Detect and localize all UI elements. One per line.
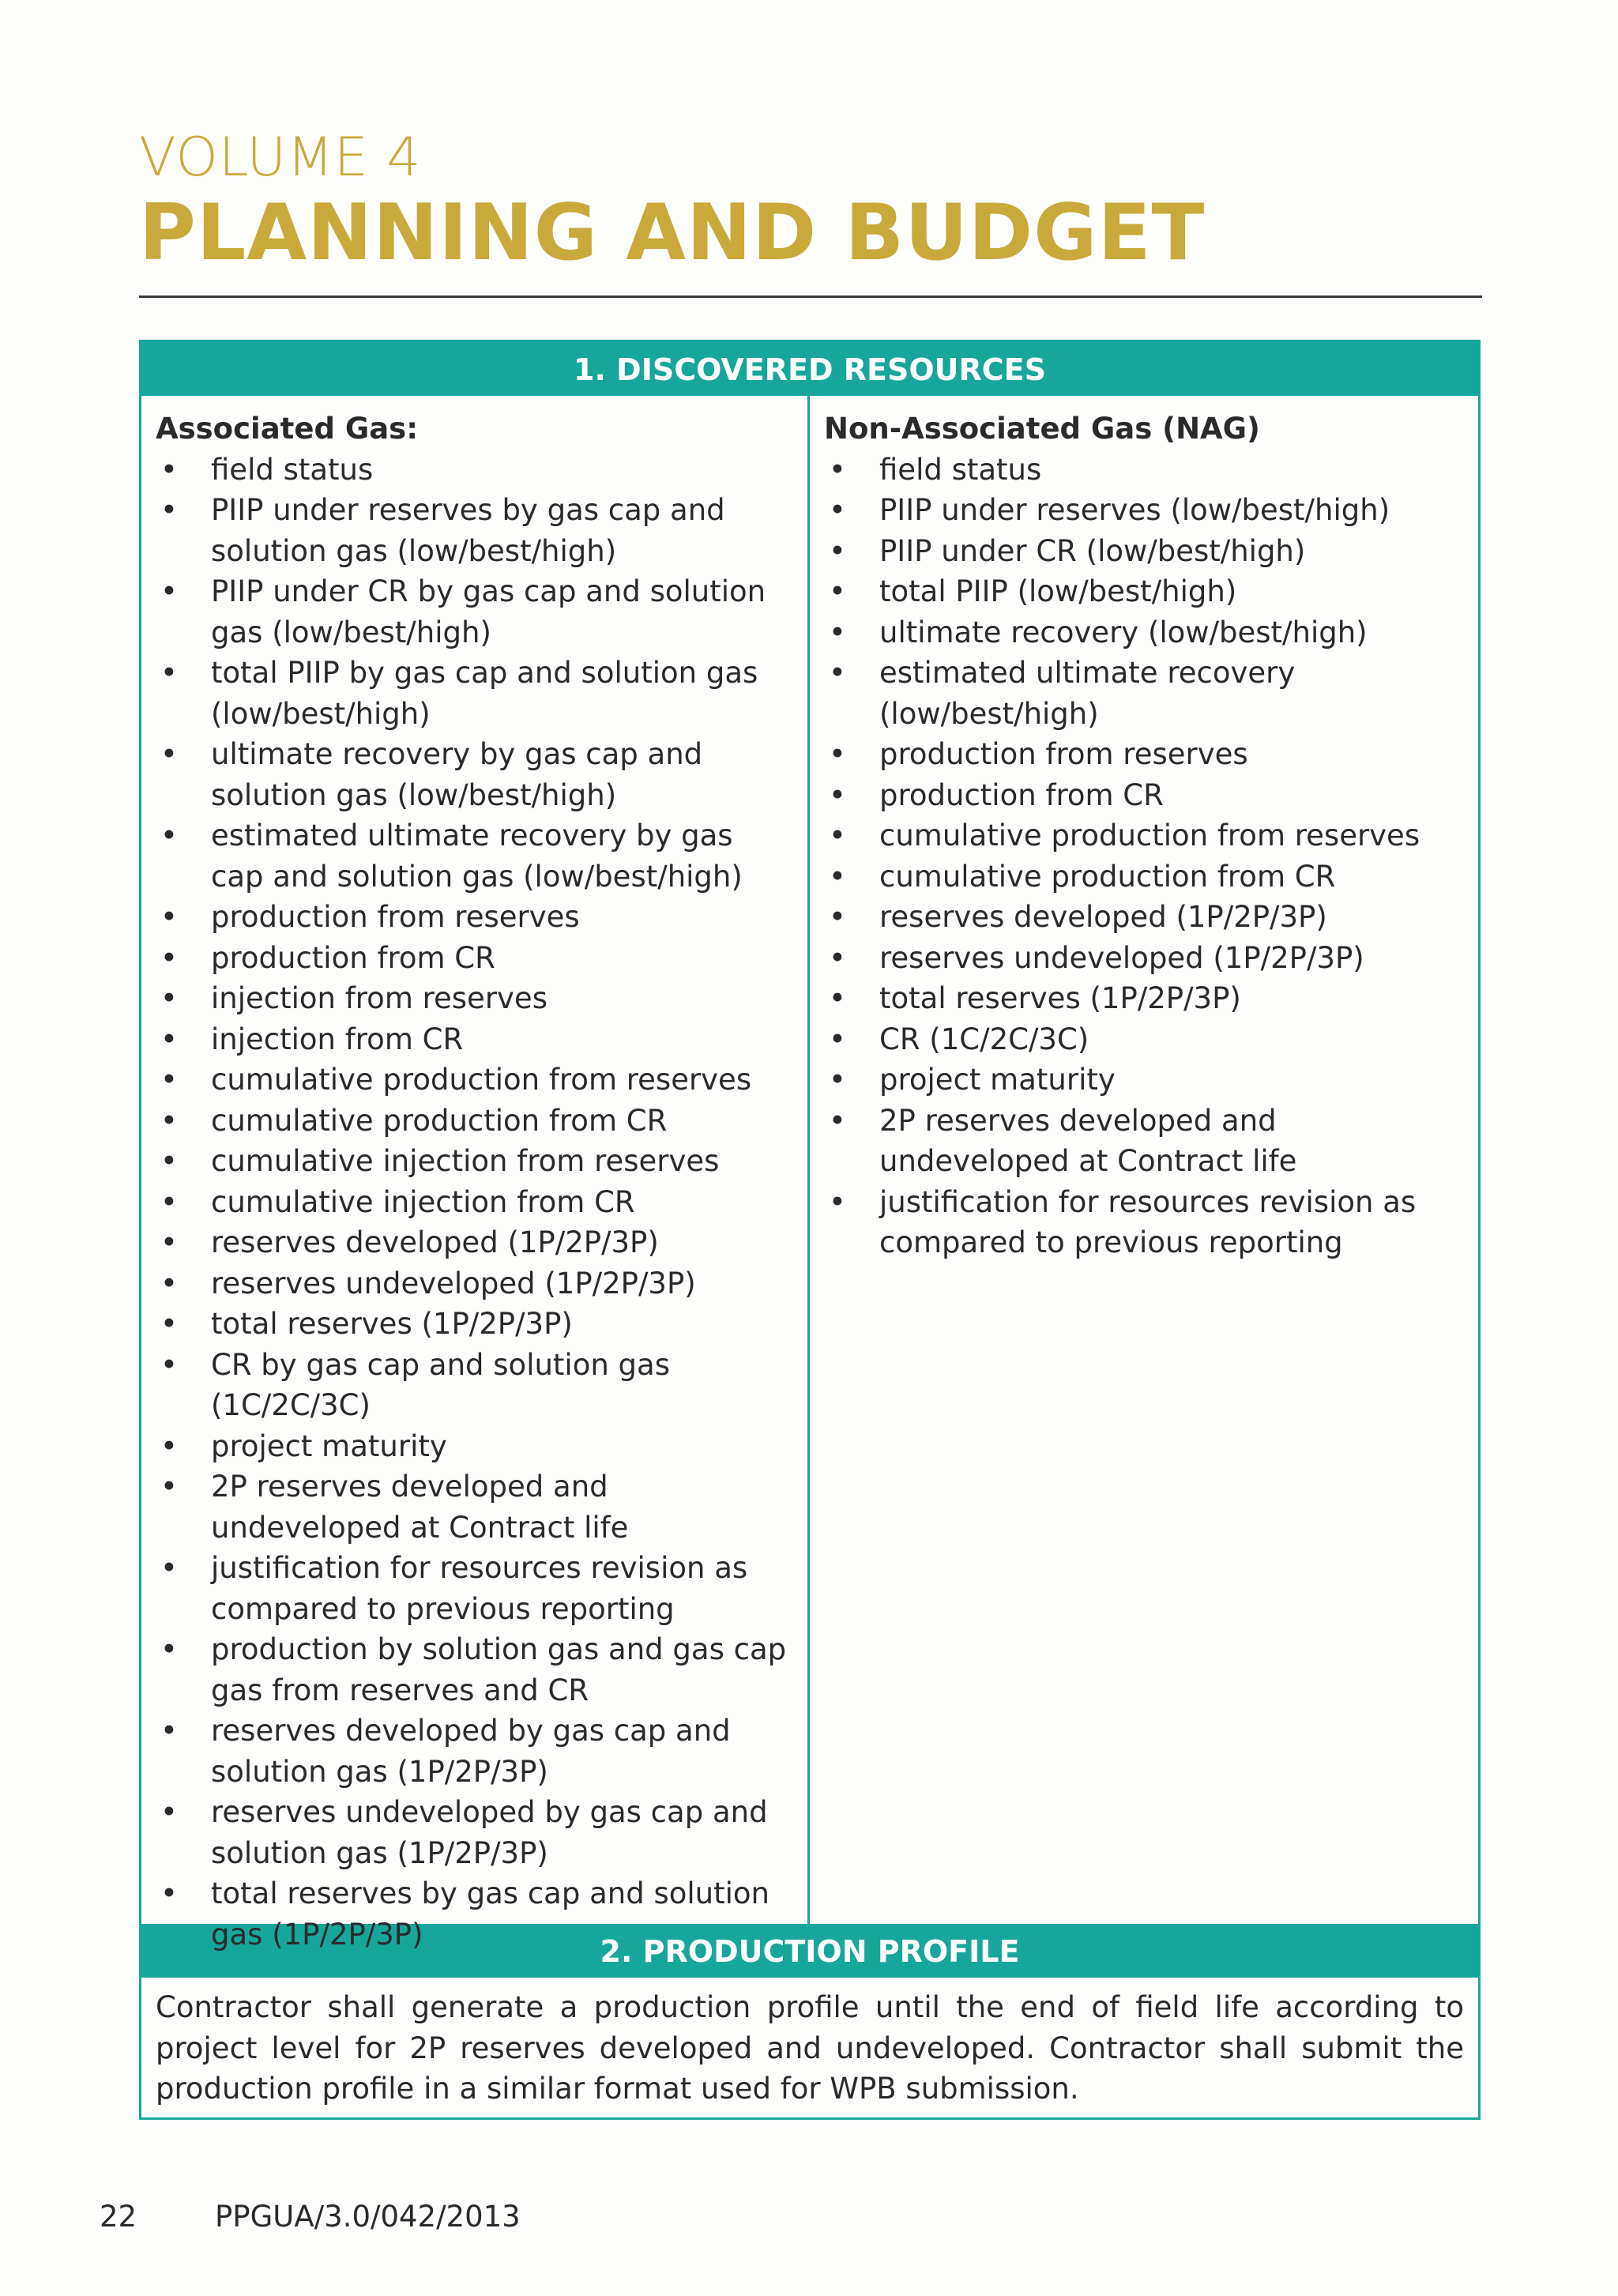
bullet-icon: •	[829, 777, 846, 812]
bullet-icon: •	[160, 819, 178, 853]
bullet-icon: •	[160, 1063, 178, 1097]
list-item-text: total PIIP by gas cap and solution gas (low/best/high)	[211, 656, 758, 731]
list-item-text: cumulative production from reserves	[211, 1063, 752, 1097]
bullet-icon: •	[160, 493, 178, 527]
associated-gas-column	[141, 396, 810, 1952]
list-item	[824, 978, 1464, 1019]
bullet-icon: •	[160, 1347, 178, 1382]
list-item	[824, 490, 1464, 531]
list-item	[824, 897, 1464, 938]
bullet-icon: •	[829, 493, 846, 527]
list-item	[824, 1019, 1464, 1060]
list-item	[156, 1792, 793, 1873]
list-item	[156, 1182, 793, 1223]
list-item	[824, 775, 1464, 816]
list-item	[156, 1019, 793, 1060]
list-item-text: cumulative production from CR	[211, 1103, 668, 1138]
volume-label: VOLUME 4	[139, 126, 422, 189]
list-item-text: ultimate recovery (low/best/high)	[879, 615, 1368, 649]
bullet-icon: •	[829, 1022, 846, 1056]
list-item-text: injection from reserves	[211, 981, 547, 1015]
bullet-icon: •	[160, 900, 178, 934]
bullet-icon: •	[829, 656, 846, 690]
list-item	[156, 450, 793, 491]
associated-gas-list	[156, 450, 793, 1955]
bullet-icon: •	[829, 1063, 846, 1097]
list-item-text: 2P reserves developed and undeveloped at Contract life	[879, 1103, 1297, 1178]
page-title: PLANNING AND BUDGET	[139, 188, 1206, 278]
bullet-icon: •	[160, 1714, 178, 1748]
bullet-icon: •	[160, 656, 178, 690]
bullet-icon: •	[160, 1022, 178, 1056]
list-item-text: CR by gas cap and solution gas (1C/2C/3C)	[211, 1347, 670, 1422]
bullet-icon: •	[160, 1103, 178, 1138]
list-item	[824, 856, 1464, 898]
bullet-icon: •	[160, 981, 178, 1015]
bullet-icon: •	[160, 1225, 178, 1259]
list-item-text: field status	[879, 452, 1042, 487]
list-item-text: injection from CR	[211, 1022, 464, 1056]
list-item-text: project maturity	[879, 1063, 1116, 1097]
bullet-icon: •	[829, 574, 846, 608]
list-item-text: production from CR	[879, 777, 1164, 812]
list-item-text: PIIP under CR (low/best/high)	[879, 533, 1306, 568]
list-item	[156, 1304, 793, 1345]
bullet-icon: •	[160, 1266, 178, 1300]
bullet-icon: •	[160, 1632, 178, 1666]
list-item	[824, 815, 1464, 856]
list-item	[156, 978, 793, 1019]
bullet-icon: •	[160, 1876, 178, 1910]
bullet-icon: •	[829, 859, 846, 894]
bullet-icon: •	[160, 940, 178, 975]
list-item-text: reserves undeveloped (1P/2P/3P)	[211, 1266, 696, 1300]
bullet-icon: •	[829, 940, 846, 975]
list-item-text: reserves undeveloped (1P/2P/3P)	[879, 940, 1364, 975]
bullet-icon: •	[829, 737, 846, 771]
bullet-icon: •	[829, 1184, 846, 1219]
document-code: PPGUA/3.0/042/2013	[215, 2200, 521, 2234]
title-divider	[139, 295, 1482, 298]
list-item	[156, 571, 793, 653]
list-item	[824, 450, 1464, 491]
list-item	[824, 1182, 1464, 1263]
list-item-text: estimated ultimate recovery (low/best/high)	[879, 656, 1296, 731]
list-item-text: production from reserves	[879, 737, 1248, 771]
list-item-text: total reserves (1P/2P/3P)	[211, 1307, 573, 1341]
list-item-text: total reserves by gas cap and solution gas (1P/2P/3P)	[211, 1876, 769, 1952]
bullet-icon: •	[829, 1103, 846, 1138]
list-item-text: reserves developed (1P/2P/3P)	[211, 1225, 659, 1259]
bullet-icon: •	[160, 1307, 178, 1341]
list-item-text: estimated ultimate recovery by gas cap and solution gas (low/best/high)	[211, 819, 743, 894]
list-item-text: PIIP under reserves by gas cap and solution gas (low/best/high)	[211, 493, 725, 568]
list-item-text: production from reserves	[211, 900, 580, 934]
list-item	[156, 1548, 793, 1629]
section-production-profile-header: 2. PRODUCTION PROFILE	[141, 1924, 1478, 1978]
list-item	[824, 1101, 1464, 1182]
list-item	[156, 1711, 793, 1792]
list-item-text: justification for resources revision as compared to previous reporting	[211, 1551, 748, 1626]
list-item-text: field status	[211, 452, 374, 487]
list-item-text: cumulative injection from CR	[211, 1184, 635, 1219]
list-item-text: production from CR	[211, 940, 495, 975]
list-item	[156, 1263, 793, 1304]
list-item	[156, 1426, 793, 1467]
list-item-text: project maturity	[211, 1428, 447, 1463]
list-item	[156, 490, 793, 571]
non-associated-gas-list	[824, 450, 1464, 1263]
list-item	[824, 612, 1464, 653]
bullet-icon: •	[829, 981, 846, 1015]
bullet-icon: •	[160, 1144, 178, 1178]
list-item-text: ultimate recovery by gas cap and solution gas (low/best/high)	[211, 737, 703, 812]
bullet-icon: •	[160, 1470, 178, 1504]
resources-table	[139, 340, 1481, 2120]
list-item-text: reserves developed (1P/2P/3P)	[879, 900, 1327, 934]
list-item-text: cumulative production from reserves	[879, 819, 1420, 853]
list-item-text: CR (1C/2C/3C)	[879, 1022, 1089, 1056]
list-item	[824, 734, 1464, 775]
list-item-text: 2P reserves developed and undeveloped at Contract life	[211, 1470, 629, 1545]
list-item	[824, 531, 1464, 572]
bullet-icon: •	[160, 574, 178, 608]
bullet-icon: •	[160, 737, 178, 771]
list-item	[156, 653, 793, 734]
page-number: 22	[100, 2200, 137, 2234]
list-item-text: total PIIP (low/best/high)	[879, 574, 1237, 608]
bullet-icon: •	[829, 615, 846, 649]
list-item	[156, 938, 793, 979]
list-item	[824, 653, 1464, 734]
list-item	[824, 938, 1464, 979]
bullet-icon: •	[160, 1795, 178, 1829]
list-item	[824, 571, 1464, 612]
bullet-icon: •	[160, 452, 178, 487]
list-item	[156, 815, 793, 897]
list-item	[824, 1060, 1464, 1101]
list-item-text: PIIP under CR by gas cap and solution gas (low/best/high)	[211, 574, 766, 649]
bullet-icon: •	[829, 533, 846, 568]
list-item	[156, 734, 793, 815]
list-item-text: total reserves (1P/2P/3P)	[879, 981, 1241, 1015]
section-discovered-resources-header: 1. DISCOVERED RESOURCES	[141, 342, 1478, 396]
bullet-icon: •	[160, 1428, 178, 1463]
non-associated-gas-column	[810, 396, 1478, 1924]
list-item-text: reserves developed by gas cap and solution gas (1P/2P/3P)	[211, 1714, 731, 1789]
list-item	[156, 1060, 793, 1101]
list-item-text: justification for resources revision as compared to previous reporting	[879, 1184, 1417, 1259]
list-item	[156, 1222, 793, 1263]
list-item-text: PIIP under reserves (low/best/high)	[879, 493, 1390, 527]
list-item-text: production by solution gas and gas cap gas from reserves and CR	[211, 1632, 787, 1707]
non-associated-gas-heading: Non-Associated Gas (NAG)	[824, 412, 1260, 446]
list-item	[156, 1466, 793, 1548]
list-item	[156, 1141, 793, 1182]
list-item	[156, 1345, 793, 1426]
bullet-icon: •	[829, 452, 846, 487]
list-item	[156, 1873, 793, 1955]
bullet-icon: •	[829, 900, 846, 934]
list-item	[156, 1629, 793, 1711]
bullet-icon: •	[829, 819, 846, 853]
associated-gas-heading: Associated Gas:	[156, 412, 418, 446]
bullet-icon: •	[160, 1184, 178, 1219]
list-item-text: reserves undeveloped by gas cap and solution gas (1P/2P/3P)	[211, 1795, 768, 1870]
list-item	[156, 897, 793, 938]
list-item-text: cumulative injection from reserves	[211, 1144, 720, 1178]
bullet-icon: •	[160, 1551, 178, 1585]
production-profile-text: Contractor shall generate a production profile until the end of field life according to project level for 2P reserves developed and undeveloped. Contractor shall submit the production profile in a similar format used for WPB submission.	[156, 1990, 1464, 2106]
list-item	[156, 1101, 793, 1142]
list-item-text: cumulative production from CR	[879, 859, 1336, 894]
